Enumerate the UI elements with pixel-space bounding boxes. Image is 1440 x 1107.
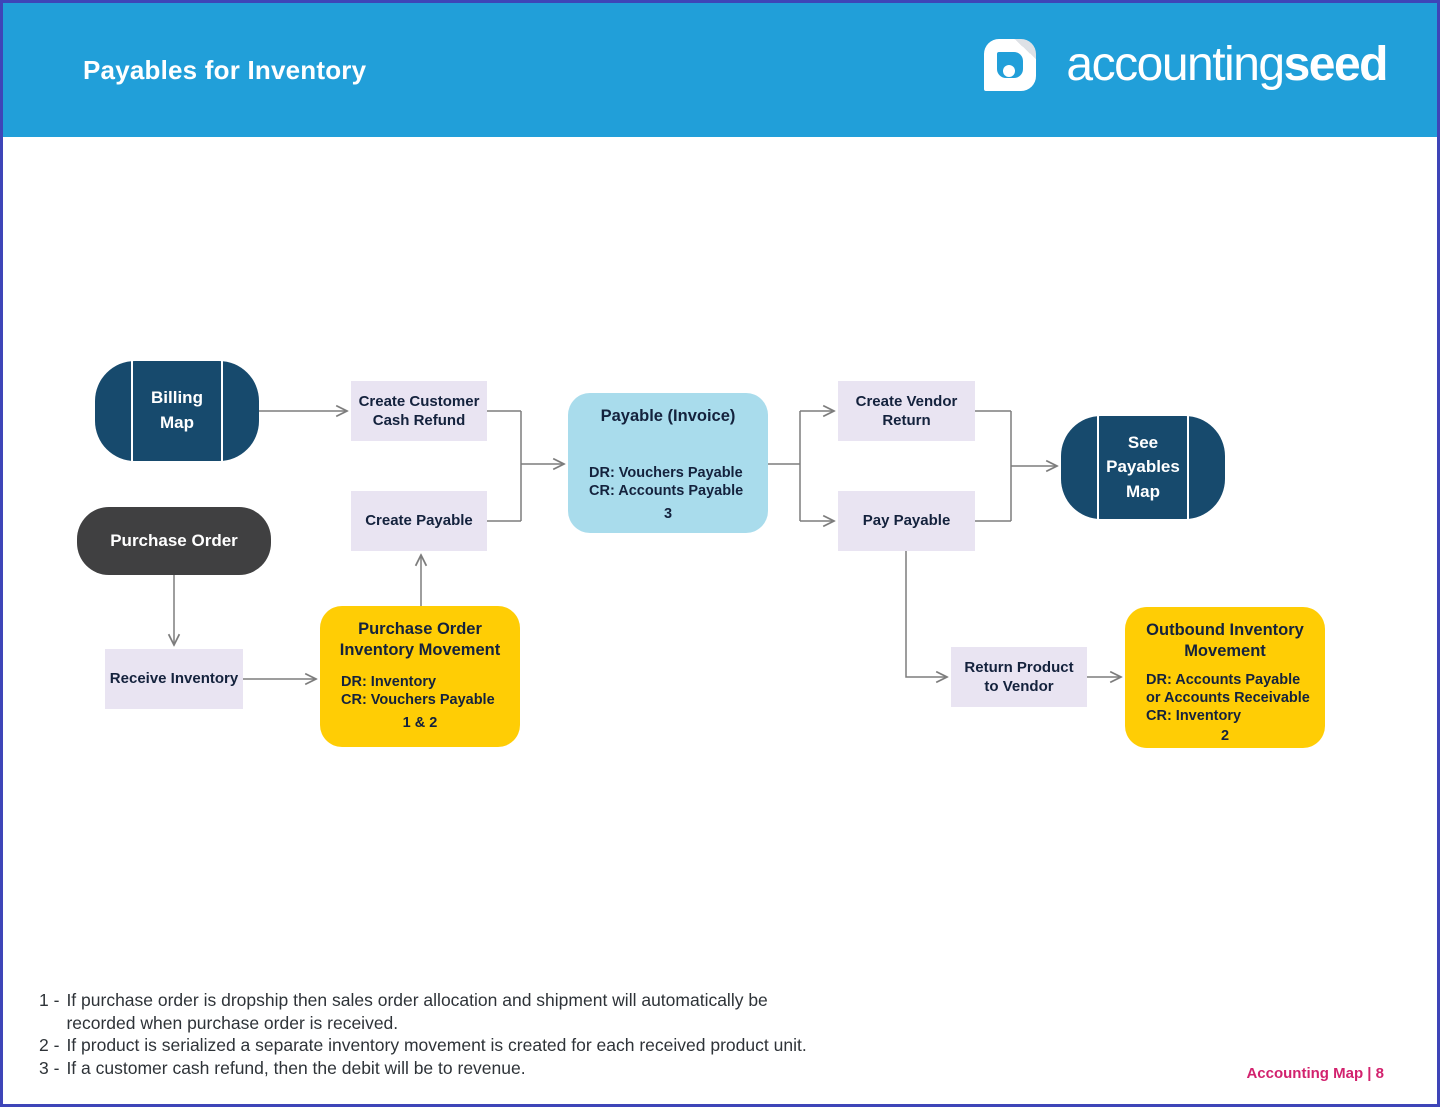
node-see-payables-map [1061,416,1225,519]
node-title: Purchase Order Inventory Movement [339,620,501,660]
node-title: Payable (Invoice) [600,407,736,425]
map-pill-divider [221,361,223,461]
node-footnote-ref: 3 [663,506,673,523]
connector-payable-split [768,411,800,521]
page-title: Payables for Inventory [83,55,367,85]
node-label: Pay Payable [862,512,951,530]
node-journal-detail: DR: Vouchers Payable CR: Accounts Payable [589,464,744,500]
footnote-1 [39,989,1089,1034]
footnote-number: 2 - [39,1035,60,1055]
node-outbound-inventory-movement [1125,607,1325,748]
node-receive-inventory [105,649,243,709]
footnote-text: If product is serialized a separate inventory movement is created for each received product unit. [66,1035,807,1055]
footnote-number: 1 - [39,990,60,1010]
footnote-text: If purchase order is dropship then sales order allocation and shipment will automatically be recorded when purchase order is received. [66,990,768,1033]
map-pill-divider [1097,416,1099,519]
brand-word-bold: seed [1283,38,1387,91]
footnotes [39,989,1089,1079]
node-label: Purchase Order [110,531,238,551]
map-pill-divider [131,361,133,461]
map-pill-divider [1187,416,1189,519]
connector-refund-payable-junction [487,411,521,521]
node-label: Billing Map [151,388,203,432]
page-number-label: Accounting Map | 8 [1246,1065,1384,1082]
footnote-text: If a customer cash refund, then the debit will be to revenue. [66,1057,526,1078]
node-pay-payable [838,491,975,551]
node-purchase-order [77,507,271,575]
node-title: Outbound Inventory Movement [1146,621,1304,661]
node-journal-detail: DR: Accounts Payable or Accounts Receivable CR: Inventory [1146,671,1310,725]
node-label: Create Vendor Return [855,392,958,429]
node-purchase-order-inventory-movement [320,606,520,747]
node-journal-detail: DR: Inventory CR: Vouchers Payable [341,673,495,709]
node-return-product-to-vendor [951,647,1087,707]
node-label: Create Customer Cash Refund [358,392,480,429]
flowchart [3,3,1440,1104]
node-payable-invoice [568,393,768,533]
node-label: Return Product to Vendor [964,658,1074,695]
connector-vendor-return-pay-join [975,411,1011,521]
node-label: See Payables Map [1106,432,1180,501]
brand-word-thin: accounting [1066,38,1284,91]
node-create-payable [351,491,487,551]
node-create-customer-cash-refund [351,381,487,441]
node-label: Create Payable [365,512,473,530]
footnote-3 [39,1057,1089,1080]
node-billing-map [95,361,259,461]
footnote-2 [39,1034,1089,1057]
node-footnote-ref: 1 & 2 [402,715,438,732]
node-footnote-ref: 2 [1220,727,1230,744]
node-create-vendor-return [838,381,975,441]
footnote-number: 3 - [39,1057,60,1078]
arrow-pay-payable-to-return-product [906,551,947,677]
node-label: Receive Inventory [109,670,239,688]
